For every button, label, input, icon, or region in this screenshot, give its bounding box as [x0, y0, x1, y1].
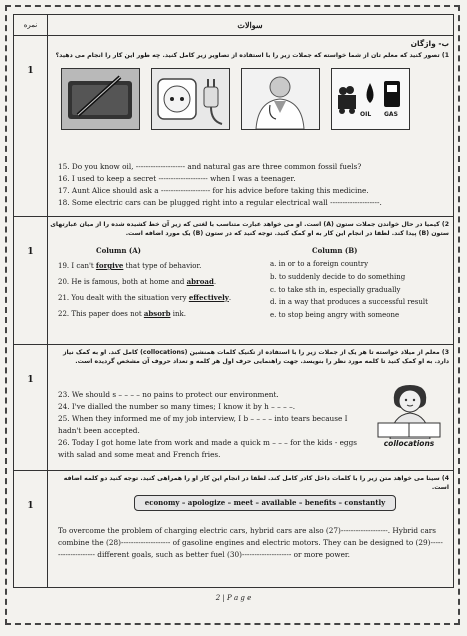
- word-box: economy – apologize – meet – available – benefits – constantly: [134, 495, 396, 511]
- question-row-1: [13, 36, 454, 217]
- matching-item-21: [58, 290, 231, 306]
- option-a: a. in or to a foreign country: [270, 260, 369, 268]
- option-e: e. to stop being angry with someone: [270, 311, 400, 320]
- score-value: 1: [27, 66, 34, 76]
- score-cell: [14, 345, 48, 470]
- score-value: 1: [27, 375, 34, 385]
- section-instruction: 3) معلم از میلاد خواسته تا هر یک از جملات زیر را با استفاده از تکنیک کلمات همنشین (collocations) کامل کند. او به کمک نیاز دارد. به او کمک کنید تا کلمه مورد نظر را بنویسد. جهت راهنمایی حرف اول هر کلمه و تعداد حروف آن مشخص گردیده است.: [62, 349, 449, 365]
- section-instruction: 4) سینا می خواهد متن زیر را با کلمات داخل کادر کامل کند. لطفا در انجام این کار او را همراهی کنید. توجه کنید دو کلمه اضافه است.: [63, 475, 449, 491]
- matching-item-19: [58, 258, 231, 274]
- column-b-title: Column (B): [312, 246, 358, 255]
- item-text: 20. He is famous, both at home and: [58, 278, 187, 286]
- section-heading: ب- واژگان: [410, 39, 449, 48]
- score-value: 1: [27, 501, 34, 511]
- oil-label: OIL: [360, 111, 372, 118]
- collocations-caption: collocations: [383, 439, 435, 448]
- table-header: [13, 14, 454, 36]
- fill-in-sentences: [58, 161, 382, 209]
- section-instruction: 1) تصور کنید که معلم تان از شما خواسته که جملات زیر را با استفاده از تصاویر زیر کامل کنید. چه طور این کار را انجام می دهید؟: [55, 52, 449, 59]
- sentence-17: 17. Aunt Alice should ask a -------------------- for his advice before taking this medicine.: [58, 186, 369, 195]
- option-d: d. in a way that produces a successful result: [270, 298, 428, 307]
- question-row-4: [13, 471, 454, 588]
- girl-studying-icon: [370, 379, 448, 449]
- question-row-3: [13, 345, 454, 471]
- underlined-word: absorb: [143, 309, 171, 318]
- underlined-word: forgive: [95, 261, 124, 270]
- score-value: 1: [27, 247, 34, 257]
- doctor-icon: [241, 68, 320, 130]
- item-text: .: [228, 294, 232, 302]
- sentence-16: 16. I used to keep a secret -------------------- when I was a teenager.: [58, 174, 296, 183]
- cloze-passage: To overcome the problem of charging electric cars, hybrid cars are also (27)-------------------. Hybrid cars combine the (28)-------------------- of gasoline engines and electric motors. They can be designed to (29)-------------------- different goals, such as better fuel (30)-------------------- or more power.: [58, 526, 443, 559]
- sentence-15: 15. Do you know oil, -------------------- and natural gas are three common fossil fuels?: [58, 162, 362, 171]
- item-text: that type of behavior.: [123, 262, 202, 270]
- score-cell: [14, 217, 48, 344]
- score-cell: [14, 36, 48, 216]
- electric-socket-plug-icon: [151, 68, 230, 130]
- sentence-23: 23. We should s – – – – no pains to protect our environment.: [58, 390, 279, 399]
- exam-sheet: [13, 14, 454, 612]
- column-b: [270, 258, 428, 322]
- item-text: 22. This paper does not: [58, 310, 144, 318]
- gas-label: GAS: [384, 111, 398, 118]
- sentence-18: 18. Some electric cars can be plugged right into a regular electrical wall --------------------.: [58, 198, 382, 207]
- sentence-26: 26. Today I got home late from work and made a quick m – – – for the kids - eggs with salad and some meat and French fries.: [58, 438, 358, 459]
- section-instruction: 2) کیمیا در حال خواندن جملات ستون (A) است. او می خواهد عبارت متناسب با لغتی که زیر آن خط کشیده شده را از میان عبارتهای ستون (B) پیدا کند. لطفا در انجام این کار به او کمک کنید. توجه کنید که در ستون (B) یک مورد اضافه است.: [50, 221, 449, 237]
- item-text: .: [213, 278, 217, 286]
- sentence-25: 25. When they informed me of my job interview, I b – – – – into tears because I hadn't been accepted.: [58, 414, 348, 435]
- underlined-word: effectively: [188, 293, 229, 302]
- option-c: c. to take sth in, especially gradually: [270, 285, 401, 294]
- page-number: 2 | P a g e: [215, 594, 252, 602]
- item-text: ink.: [170, 310, 186, 318]
- score-column-header: نمره: [14, 15, 48, 35]
- question-row-2: [13, 217, 454, 345]
- wallet-pen-icon: [61, 68, 140, 130]
- coal-oil-gas-icon: [331, 68, 410, 130]
- collocation-sentences: [58, 389, 368, 461]
- sentence-24: 24. I've dialled the number so many times; I know it by h – – – –.: [58, 402, 296, 411]
- column-a: [58, 258, 231, 322]
- score-cell: [14, 471, 48, 587]
- column-a-title: Column (A): [96, 246, 141, 255]
- questions-column-header: سوالات: [237, 20, 263, 30]
- option-b: b. to suddenly decide to do something: [270, 272, 406, 281]
- underlined-word: abroad: [186, 277, 214, 286]
- item-text: 19. I can't: [58, 262, 96, 270]
- matching-item-22: [58, 306, 231, 322]
- item-text: 21. You dealt with the situation very: [58, 294, 189, 302]
- matching-item-20: [58, 274, 231, 290]
